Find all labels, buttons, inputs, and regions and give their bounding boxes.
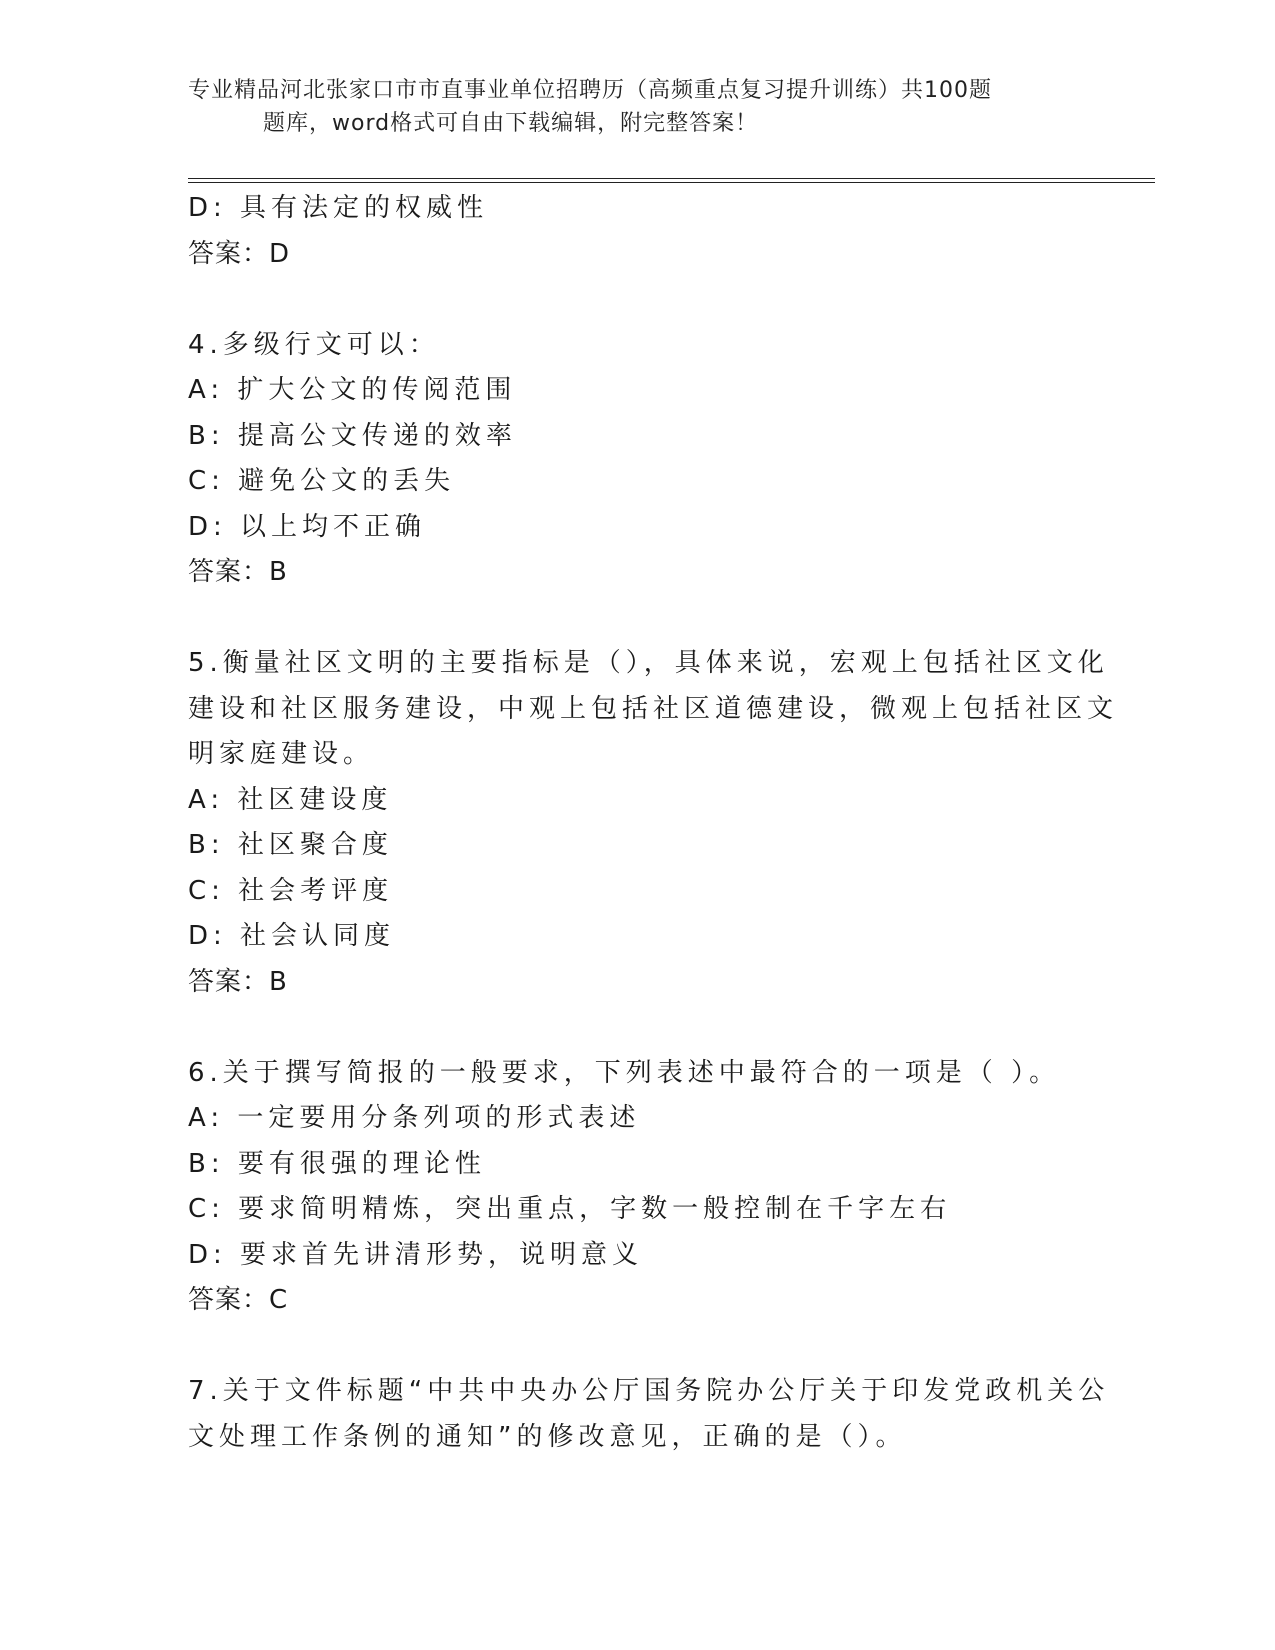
option-c: C: 社会考评度 bbox=[188, 875, 394, 906]
header-title-line2: 题库，word格式可自由下载编辑，附完整答案！ bbox=[263, 111, 759, 136]
prev-answer: 答案：D bbox=[188, 238, 291, 269]
question-text: 6.关于撰写简报的一般要求，下列表述中最符合的一项是（ ）。 bbox=[188, 1057, 1061, 1088]
question-text: 4.多级行文可以： bbox=[188, 329, 440, 360]
spacer bbox=[188, 277, 1068, 323]
option-b: B: 要有很强的理论性 bbox=[188, 1148, 486, 1179]
answer: 答案：B bbox=[188, 557, 288, 587]
question-6 bbox=[188, 1051, 1068, 1324]
header-title-line1: 专业精品河北张家口市市直事业单位招聘历（高频重点复习提升训练）共100题 bbox=[188, 78, 992, 103]
answer: 答案：C bbox=[188, 1285, 289, 1315]
spacer bbox=[188, 1005, 1068, 1051]
answer: 答案：B bbox=[188, 966, 288, 997]
option-c: C: 要求简明精炼，突出重点，字数一般控制在千字左右 bbox=[188, 1194, 952, 1224]
question-5 bbox=[188, 641, 1119, 1005]
option-d: D: 社会认同度 bbox=[188, 921, 396, 951]
question-7 bbox=[188, 1369, 1110, 1460]
option-c: C: 避免公文的丢失 bbox=[188, 466, 456, 496]
question-text: 明家庭建设。 bbox=[188, 739, 375, 769]
document-body bbox=[188, 186, 1119, 1460]
spacer bbox=[188, 1324, 1068, 1370]
question-text: 7.关于文件标题“中共中央办公厅国务院办公厅关于印发党政机关公 bbox=[188, 1376, 1110, 1406]
question-text: 建设和社区服务建设，中观上包括社区道德建设，微观上包括社区文 bbox=[188, 693, 1119, 724]
question-text: 5.衡量社区文明的主要指标是（），具体来说，宏观上包括社区文化 bbox=[188, 648, 1109, 678]
spacer bbox=[188, 596, 1068, 642]
option-b: B: 社区聚合度 bbox=[188, 830, 393, 860]
option-d: D: 要求首先讲清形势，说明意义 bbox=[188, 1239, 644, 1270]
header-rule bbox=[188, 178, 1155, 183]
page-header bbox=[188, 74, 1068, 140]
option-a: A: 社区建设度 bbox=[188, 784, 393, 815]
question-text: 文处理工作条例的通知”的修改意见，正确的是（）。 bbox=[188, 1421, 907, 1452]
option-b: B: 提高公文传递的效率 bbox=[188, 420, 517, 451]
option-a: A: 扩大公文的传阅范围 bbox=[188, 375, 517, 405]
option-a: A: 一定要用分条列项的形式表述 bbox=[188, 1103, 641, 1133]
question-4 bbox=[188, 323, 1068, 596]
prev-option-d: D: 具有法定的权威性 bbox=[188, 193, 489, 223]
option-d: D: 以上均不正确 bbox=[188, 511, 427, 542]
